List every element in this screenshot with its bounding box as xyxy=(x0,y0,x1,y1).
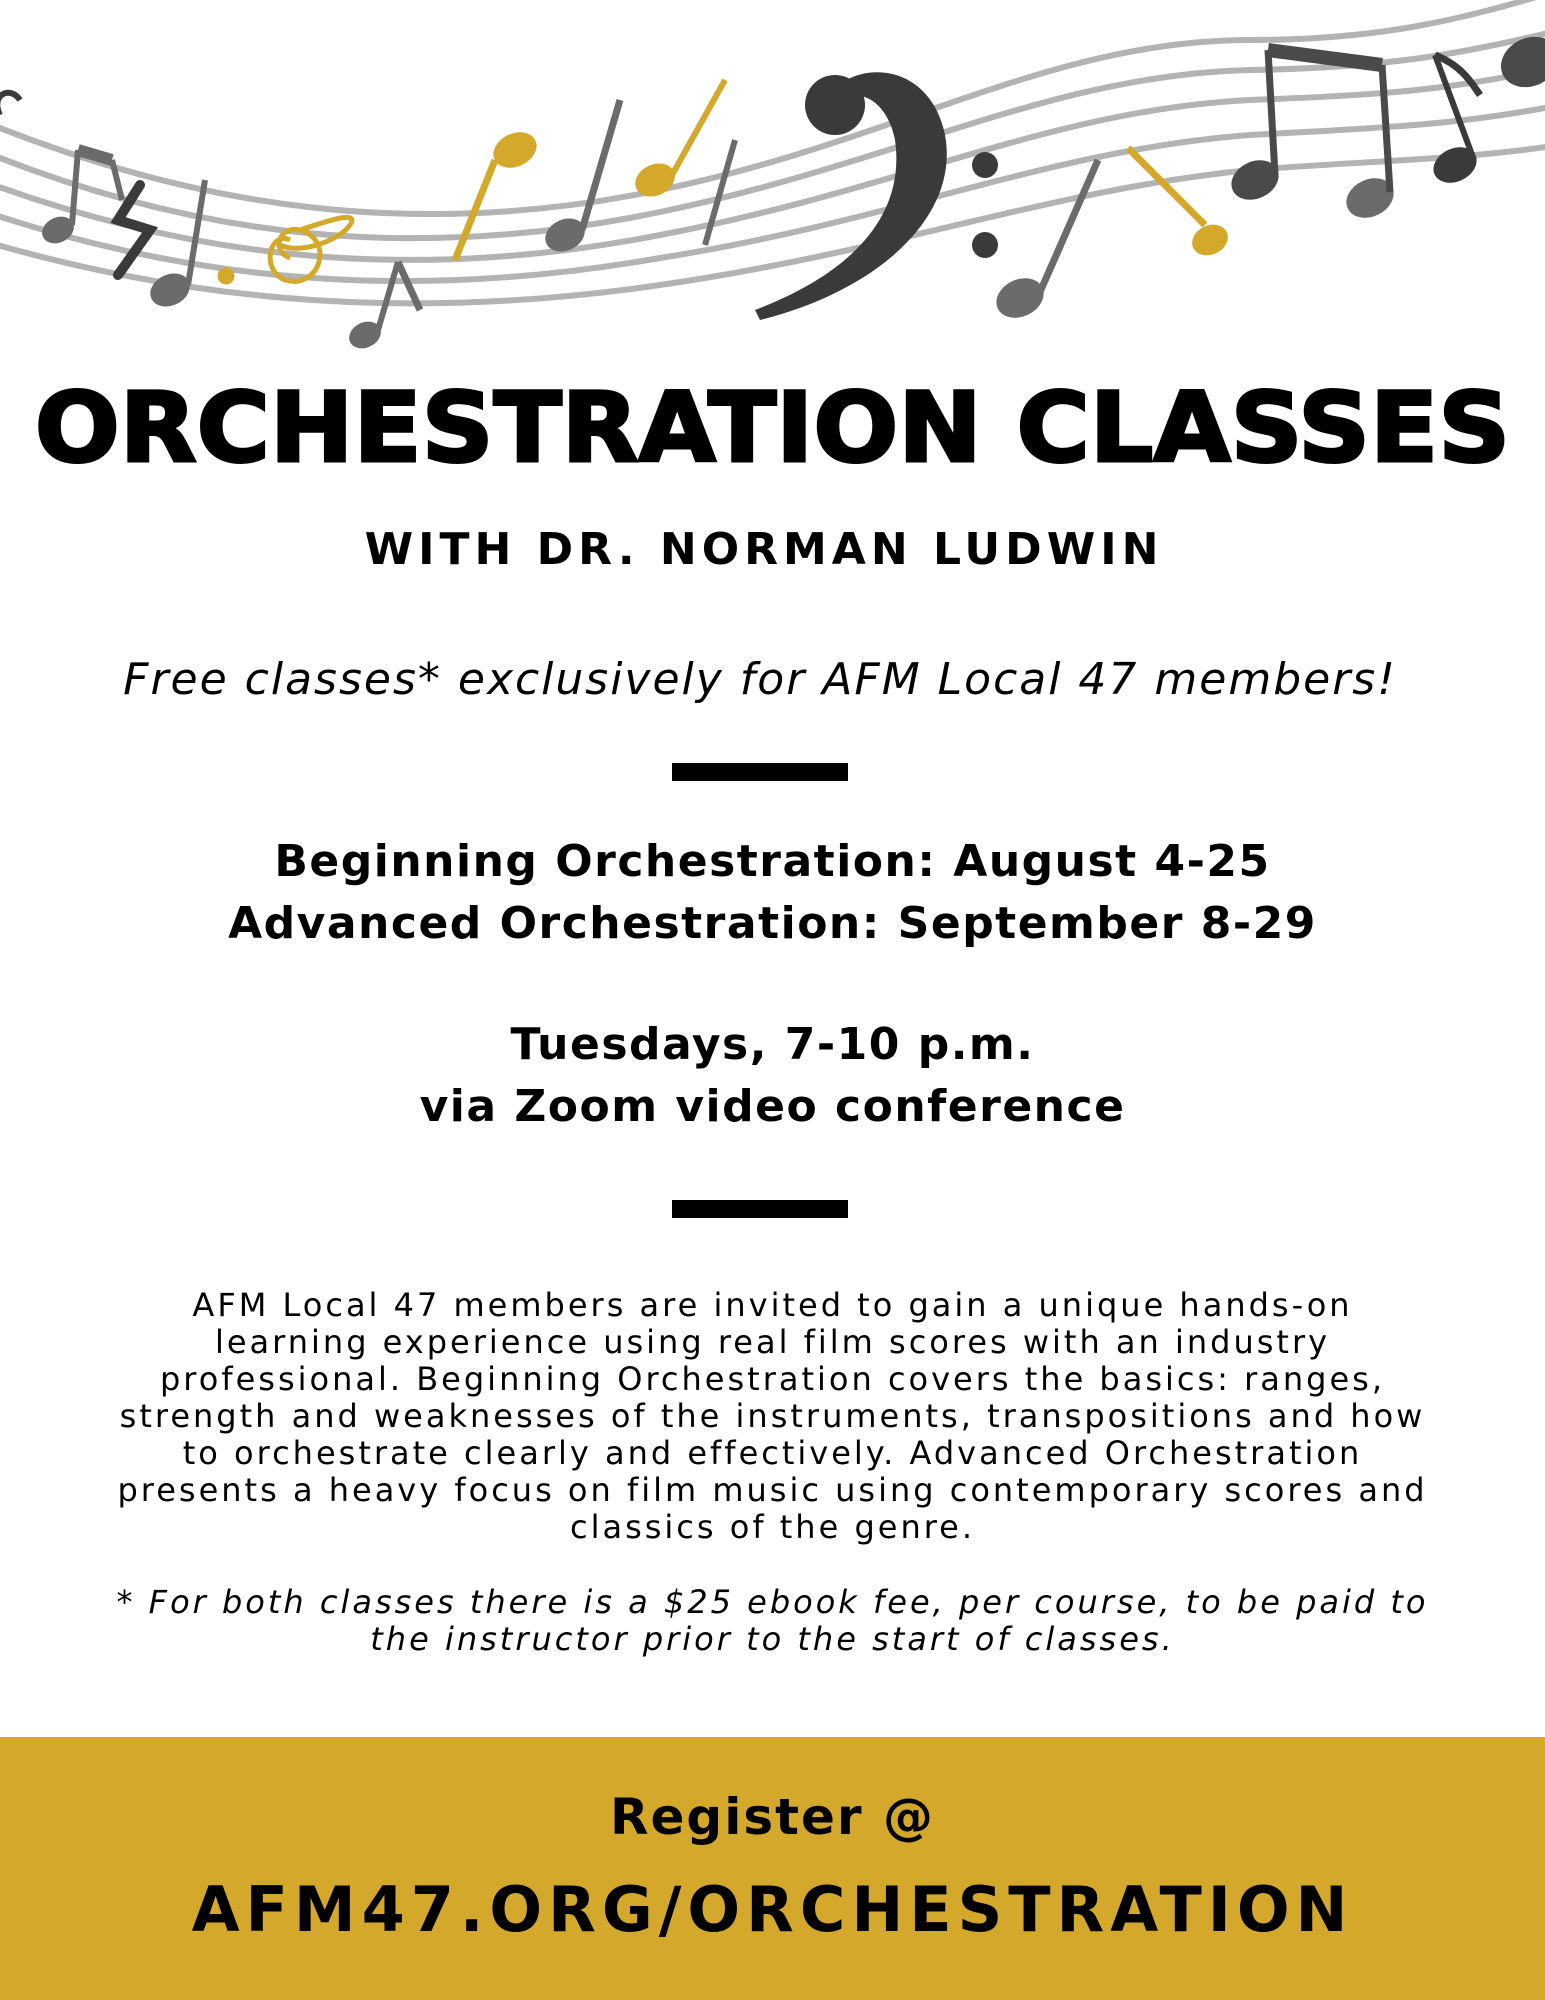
divider xyxy=(672,1200,848,1218)
day-time: Tuesdays, 7-10 p.m. xyxy=(510,1019,1035,1070)
page-title: ORCHESTRATION CLASSES xyxy=(34,372,1511,484)
advanced-course-dates: Advanced Orchestration: September 8-29 xyxy=(228,898,1317,949)
divider xyxy=(672,763,848,781)
quarter-note-icon xyxy=(146,180,205,312)
instructor-subtitle: WITH DR. NORMAN LUDWIN xyxy=(364,524,1164,575)
course-description: AFM Local 47 members are invited to gain a unique hands-on learning experience using real film scores with an industry professional. Beginning Orchestration covers the basics: ranges, strength and weaknesses of the instruments, transpositions and how to orchestrate clearly and effectively. Advanced Orchestration presents a heavy focus on film music using contemporary scores and classics of the genre. xyxy=(117,1286,1428,1546)
bass-clef-icon xyxy=(755,72,998,320)
flourish-icon xyxy=(0,93,20,115)
register-footer xyxy=(0,1737,1545,2000)
register-link[interactable]: AFM47.ORG/ORCHESTRATION xyxy=(191,1873,1354,1946)
class-time xyxy=(0,1014,1545,1138)
beamed-notes-icon xyxy=(38,150,122,248)
eighth-note-icon xyxy=(455,126,542,260)
quarter-note-icon xyxy=(541,100,620,257)
music-notes-banner xyxy=(0,0,1545,360)
tagline: Free classes* exclusively for AFM Local 47 members! xyxy=(123,654,1397,705)
musical-staff-icon xyxy=(0,0,1545,303)
eighth-note-icon xyxy=(345,262,420,353)
quarter-note-icon xyxy=(991,160,1098,324)
venue: via Zoom video conference xyxy=(419,1081,1126,1132)
quarter-note-stem-icon xyxy=(705,140,735,245)
register-label: Register @ xyxy=(610,1788,935,1846)
course-dates xyxy=(0,831,1545,955)
eighth-note-icon xyxy=(1128,148,1232,260)
beginning-course-dates: Beginning Orchestration: August 4-25 xyxy=(274,836,1271,887)
fee-footnote: * For both classes there is a $25 ebook fee, per course, to be paid to the instructor prior to the start of classes. xyxy=(116,1583,1429,1658)
